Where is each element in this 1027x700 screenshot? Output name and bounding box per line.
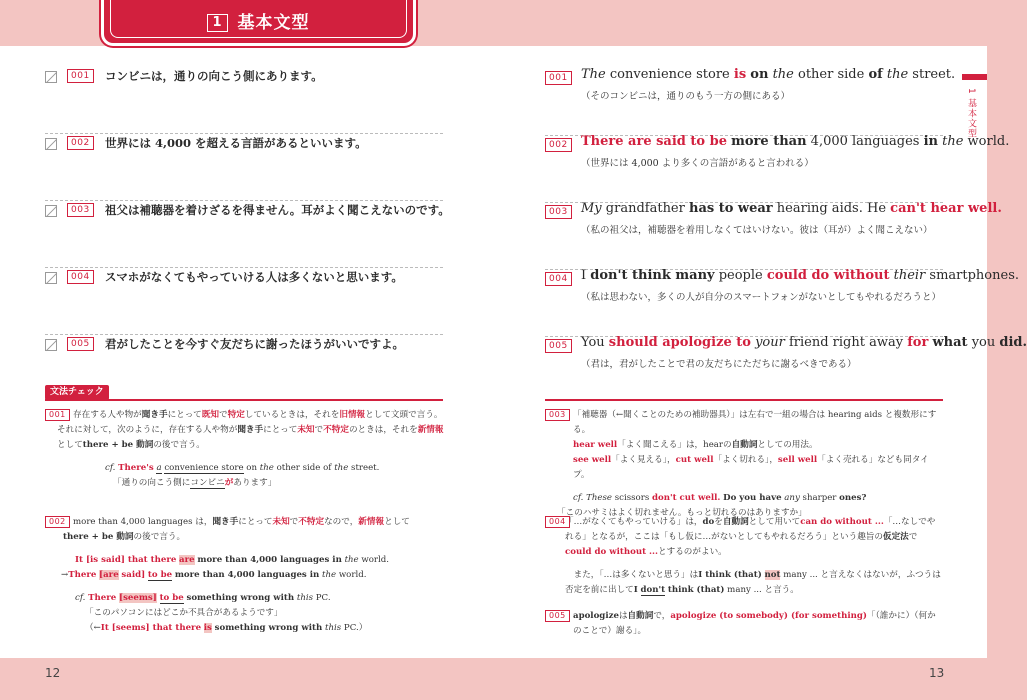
en-translation: （私は思わない，多くの人が自分のスマートフォンがないとしてもやれるだろうと） — [581, 292, 942, 303]
grammar-rule-left — [45, 399, 443, 401]
page-number-left: 12 — [45, 666, 61, 680]
note-003: 003 「補聴器（←聞くことのための補助器具）」は左右で一組の場合は hearing aids と複数形にする。 hear well「よく聞こえる」は，hearの自動詞としての用法。 see well「よく見える」，cut well「よく切れる」，sell well「よく売れる」なども同タイプ。 cf. These scissors don't cut well. Do you have any sharper ones? 「このハサミはよく切れません。もっと切れるのはありますか」 — [545, 408, 943, 521]
en-translation: （私の祖父は，補聴器を着用しなくてはいけない。彼は（耳が）よく聞こえない） — [581, 225, 933, 236]
bottom-band — [0, 658, 987, 700]
item-number: 005 — [67, 337, 94, 351]
en-translation: （そのコンビニは，通りのもう一方の側にある） — [581, 91, 791, 102]
item-number: 001 — [545, 71, 572, 85]
checkbox-icon[interactable] — [45, 272, 57, 284]
en-item-005 — [545, 335, 1027, 404]
ja-item-001 — [45, 68, 443, 134]
item-number: 001 — [67, 69, 94, 83]
item-number: 003 — [545, 205, 572, 219]
ja-sentence: 世界には 4,000 を超える言語があるといいます。 — [105, 136, 367, 150]
en-item-003 — [545, 201, 1002, 270]
note-002: 002 more than 4,000 languages は，聞き手にとって未知で不特定なので，新情報として there + be 動詞の後で言う。 It [is said] that there are more than 4,000 languages in the world. →There [are said] to be more than 4,000 languages in the world. cf. There [seems] to be something wrong with this PC. 「このパソコンにはどこか不具合があるようです」 （←It [seems] that there is something wrong with this PC.） — [45, 515, 445, 636]
section-title — [104, 8, 413, 33]
en-sentence: I don't think many people could do without their smartphones. — [581, 268, 1019, 283]
side-index-tab — [962, 74, 987, 139]
en-sentence: There are said to be more than 4,000 languages in the world. — [581, 134, 1010, 149]
ja-sentence: コンビニは，通りの向こう側にあります。 — [105, 69, 323, 83]
en-sentence: My grandfather has to wear hearing aids. He can't hear well. — [581, 201, 1002, 216]
checkbox-icon[interactable] — [45, 205, 57, 217]
section-header-tab — [101, 0, 416, 46]
ja-sentence: 君がしたことを今すぐ友だちに謝ったほうがいいですよ。 — [105, 337, 404, 351]
item-number: 004 — [67, 270, 94, 284]
item-number: 004 — [545, 272, 572, 286]
checkbox-icon[interactable] — [45, 71, 57, 83]
grammar-check-label: 文法チェック — [45, 385, 109, 400]
en-translation: （君は，君がしたことで君の友だちにただちに謝るべきである） — [581, 359, 857, 370]
en-sentence: The convenience store is on the other side of the street. — [581, 67, 956, 82]
item-number: 002 — [545, 138, 572, 152]
item-number: 005 — [545, 339, 572, 353]
ja-sentence: 祖父は補聴器を着けざるを得ません。耳がよく聞こえないのです。 — [105, 203, 450, 217]
en-sentence: You should apologize to your friend right away for what you did. — [581, 335, 1027, 350]
side-index-label: 1 基本文型 — [966, 88, 976, 139]
checkbox-icon[interactable] — [45, 339, 57, 351]
note-004: 004 「…がなくてもやっていける」は，doを自動詞として用いてcan do without ...「…なしでやれる」となるが，ここは「もし仮に…がないとしてもやれるだろう」という趣旨の仮定法でcould do without ...とするのがよい。 また，「…は多くないと思う」はI think (that) not many ... と言えなくはないが，ふつうは否定を前に出してI don't think (that) many ... と言う。 — [545, 515, 943, 598]
grammar-rule-right — [545, 399, 943, 401]
en-item-001 — [545, 67, 956, 136]
page-number-right: 13 — [929, 666, 945, 680]
ja-sentence: スマホがなくてもやっていける人は多くないと思います。 — [105, 270, 403, 284]
note-005: 005 apologizeは自動詞で，apologize (to somebody) (for something)「（誰かに）（何かのことで）謝る」。 — [545, 609, 943, 639]
ja-item-004 — [45, 269, 443, 335]
en-item-004 — [545, 268, 1019, 337]
ja-item-003 — [45, 202, 450, 268]
item-number: 002 — [67, 136, 94, 150]
checkbox-icon[interactable] — [45, 138, 57, 150]
item-number: 003 — [67, 203, 94, 217]
section-title-text: 基本文型 — [237, 13, 310, 33]
ja-item-002 — [45, 135, 443, 201]
en-translation: （世界には 4,000 より多くの言語があると言われる） — [581, 158, 814, 169]
section-number: 1 — [207, 14, 227, 32]
en-item-002 — [545, 134, 1010, 203]
note-001: 001 存在する人や物が聞き手にとって既知で特定しているときは，それを旧情報として文頭で言う。 それに対して，次のように，存在する人や物が聞き手にとって未知で不特定のときは，それを新情報としてthere + be 動詞の後で言う。 cf. There's a convenience store on the other side of the street. 「通りの向こう側にコンビニがあります」 — [45, 408, 445, 491]
